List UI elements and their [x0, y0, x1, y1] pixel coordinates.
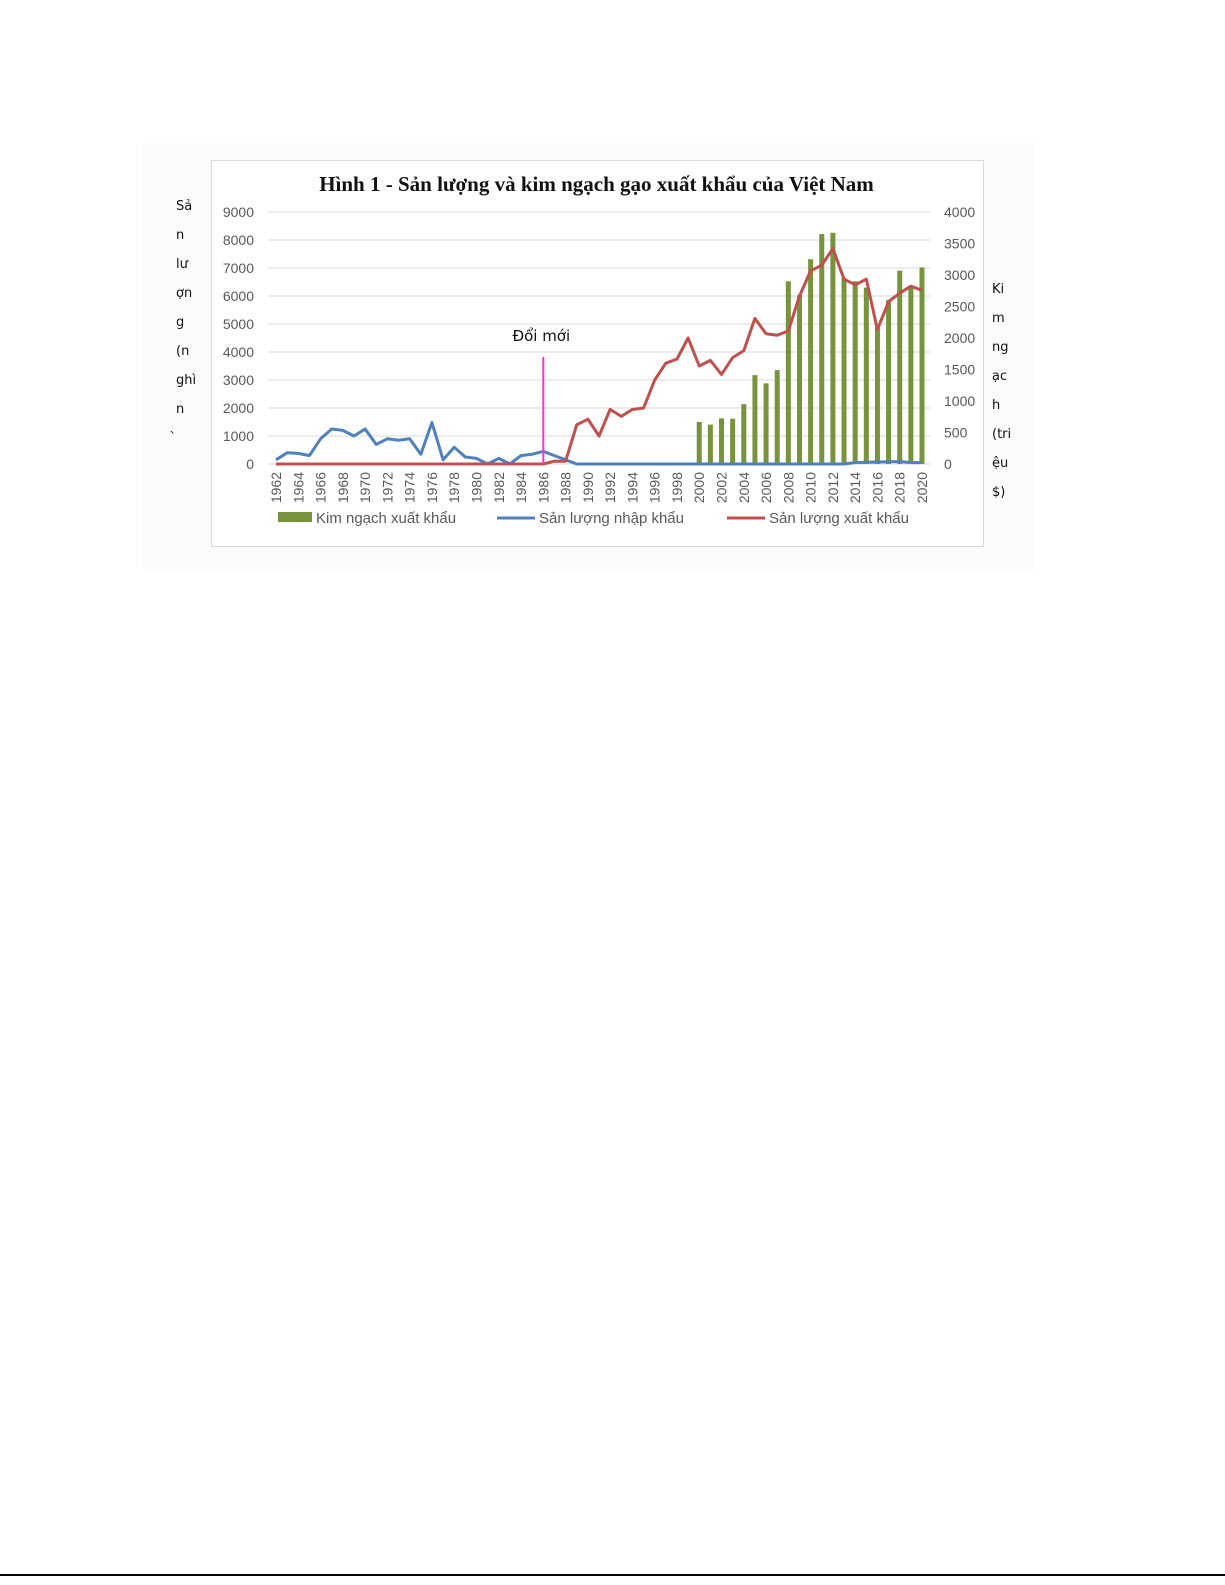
bar-kim-ngach: [875, 325, 880, 464]
bar-kim-ngach: [752, 375, 757, 464]
y2-tick-label: 3500: [944, 235, 976, 252]
x-tick-label: 1970: [357, 472, 374, 504]
y2-axis-label: Ki m ng ạc h (tri ệu $): [992, 282, 1012, 500]
y-tick-label: 4000: [222, 344, 254, 360]
y2-tick-label: 2000: [944, 330, 976, 346]
y2-tick-label: 3000: [944, 267, 976, 283]
y-tick-label: 7000: [222, 260, 254, 276]
x-tick-label: 2018: [891, 472, 908, 504]
x-tick-label: 1972: [379, 472, 396, 504]
x-tick-label: 1974: [401, 472, 418, 504]
y2-tick-label: 1000: [944, 393, 976, 409]
y-tick-label: 1000: [222, 428, 254, 444]
bar-kim-ngach: [842, 278, 847, 464]
x-tick-label: 2002: [713, 472, 730, 504]
x-tick-label: 1982: [490, 472, 507, 504]
x-tick-label: 1988: [557, 472, 574, 504]
bar-kim-ngach: [741, 404, 746, 464]
bar-kim-ngach: [897, 271, 902, 464]
bar-kim-ngach: [908, 288, 913, 464]
legend-label: Sản lượng xuất khẩu: [769, 510, 909, 527]
bar-kim-ngach: [797, 295, 802, 464]
x-tick-label: 2014: [847, 472, 864, 504]
bar-kim-ngach: [920, 267, 925, 464]
bar-kim-ngach: [864, 288, 869, 464]
x-tick-label: 2010: [802, 472, 819, 504]
y-tick-label: 0: [246, 456, 254, 472]
bar-kim-ngach: [708, 425, 713, 464]
y-axis-label: Sả n lư ợn g (n ghì n: [176, 199, 197, 417]
y-tick-label: 2000: [222, 400, 254, 416]
x-tick-label: 1968: [334, 472, 351, 504]
x-tick-label: 1994: [624, 472, 641, 504]
x-tick-label: 1992: [602, 472, 619, 504]
y-tick-label: 5000: [222, 316, 254, 332]
y-tick-label: 8000: [222, 232, 254, 248]
x-tick-label: 1986: [535, 472, 552, 504]
x-tick-label: 1998: [668, 472, 685, 504]
bar-kim-ngach: [886, 300, 891, 464]
bar-kim-ngach: [808, 259, 813, 464]
x-tick-label: 1984: [513, 472, 530, 504]
chart-title: Hình 1 - Sản lượng và kim ngạch gạo xuất khẩu của Việt Nam: [319, 172, 874, 196]
legend-label: Kim ngạch xuất khẩu: [316, 510, 457, 527]
bar-kim-ngach: [697, 422, 702, 464]
x-tick-label: 2004: [735, 472, 752, 504]
x-tick-label: 2006: [758, 472, 775, 504]
line-san-luong-xuat-khau: [276, 248, 922, 464]
page-bottom-rule: [0, 1574, 1225, 1576]
bar-kim-ngach: [775, 370, 780, 464]
doi-moi-label: Đổi mới: [512, 327, 571, 345]
y2-tick-label: 4000: [944, 204, 976, 220]
line-san-luong-nhap-khau: [276, 423, 922, 464]
legend-swatch-kim-ngach: [278, 512, 312, 522]
bar-kim-ngach: [853, 281, 858, 464]
x-tick-label: 1978: [446, 472, 463, 504]
y2-tick-label: 2500: [944, 298, 976, 315]
x-tick-label: 1990: [579, 472, 596, 504]
x-tick-label: 2012: [824, 472, 841, 504]
x-tick-label: 2008: [780, 472, 797, 504]
bar-kim-ngach: [819, 234, 824, 464]
x-tick-label: 1980: [468, 472, 485, 504]
bar-kim-ngach: [764, 383, 769, 464]
x-tick-label: 1996: [646, 472, 663, 504]
y2-tick-label: 1500: [944, 361, 976, 378]
legend-label: Sản lượng nhập khẩu: [539, 510, 684, 527]
y-tick-label: 6000: [222, 288, 254, 304]
x-tick-label: 1976: [423, 472, 440, 504]
bar-kim-ngach: [786, 281, 791, 464]
y2-tick-label: 500: [944, 424, 968, 441]
x-tick-label: 2020: [914, 472, 930, 504]
x-tick-label: 1966: [312, 472, 329, 504]
y2-tick-label: 0: [944, 456, 952, 472]
y-tick-label: 3000: [222, 372, 254, 388]
bar-kim-ngach: [830, 233, 835, 464]
x-tick-label: 2000: [691, 472, 708, 504]
bar-kim-ngach: [719, 418, 724, 464]
x-tick-label: 2016: [869, 472, 886, 504]
x-tick-label: 1962: [268, 472, 284, 504]
bar-kim-ngach: [730, 419, 735, 464]
x-tick-label: 1964: [290, 472, 307, 504]
y-tick-label: 9000: [222, 204, 254, 220]
